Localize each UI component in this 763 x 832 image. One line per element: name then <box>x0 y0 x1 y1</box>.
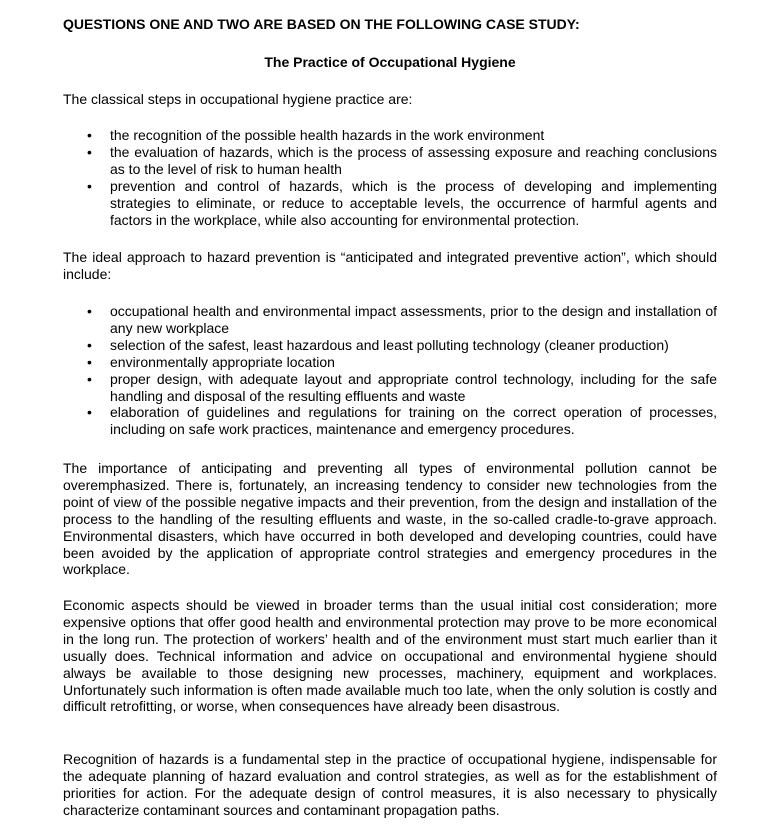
economic-paragraph: Economic aspects should be viewed in broader terms than the usual initial cost consideration; more expensive options that offer good health and environmental protection may prove to be more economical in the long run. The protection of workers’ health and of the environment must start much earlier than it usually does. Technical information and advice on occupational and environmental hygiene should always be available to those designing new processes, machinery, equipment and workplaces. Unfortunately such information is often made available much too late, when the only solution is costly and difficult retrofitting, or worse, when consequences have already been disastrous. <box>63 597 717 715</box>
list-item <box>63 337 717 354</box>
list-item <box>63 354 717 371</box>
bullet-icon: • <box>87 370 92 387</box>
list-item <box>63 144 717 178</box>
importance-paragraph: The importance of anticipating and preventing all types of environmental pollution cannot be overemphasized. There is, fortunately, an increasing tendency to consider new technologies from the point of view of the possible negative impacts and their prevention, from the design and installation of the process to the handling of the resulting effluents and waste, in the so-called cradle-to-grave approach. Environmental disasters, which have occurred in both developed and developing countries, could have been avoided by the application of appropriate control strategies and emergency procedures in the workplace. <box>63 460 717 578</box>
list-item-text: environmentally appropriate location <box>110 353 335 370</box>
ideal-approach-list <box>63 303 717 438</box>
bullet-icon: • <box>87 143 92 160</box>
bullet-icon: • <box>87 127 92 143</box>
list-item <box>63 404 717 438</box>
list-item-text: selection of the safest, least hazardous and least polluting technology (cleaner production) <box>110 336 669 353</box>
document-title: The Practice of Occupational Hygiene <box>264 54 516 70</box>
steps-list <box>63 127 717 228</box>
bullet-icon: • <box>87 353 92 370</box>
list-item-text: occupational health and environmental impact assessments, prior to the design and installation of any new workplace <box>110 303 717 336</box>
list-item-text: proper design, with adequate layout and appropriate control technology, including for the safe handling and disposal of the resulting effluents and waste <box>110 370 717 404</box>
list-item <box>63 127 717 144</box>
list-item-text: the recognition of the possible health hazards in the work environment <box>110 127 545 143</box>
steps-intro: The classical steps in occupational hygiene practice are: <box>63 91 413 107</box>
bullet-icon: • <box>87 303 92 319</box>
bullet-icon: • <box>87 404 92 421</box>
list-item-text: elaboration of guidelines and regulations for training on the correct operation of processes, including on safe work practices, maintenance and emergency procedures. <box>110 404 717 438</box>
list-item <box>63 178 717 229</box>
case-study-heading: QUESTIONS ONE AND TWO ARE BASED ON THE FOLLOWING CASE STUDY: <box>63 16 580 32</box>
bullet-icon: • <box>87 177 92 194</box>
list-item-text: the evaluation of hazards, which is the process of assessing exposure and reaching conclusions as to the level of risk to human health <box>110 143 717 177</box>
ideal-approach-intro: The ideal approach to hazard prevention is “anticipated and integrated preventive action”, which should include: <box>63 249 717 282</box>
list-item <box>63 371 717 405</box>
list-item-text: prevention and control of hazards, which is the process of developing and implementing strategies to eliminate, or reduce to acceptable levels, the occurrence of harmful agents and factors in the workplace, while also accounting for environmental protection. <box>110 177 717 228</box>
recognition-paragraph: Recognition of hazards is a fundamental step in the practice of occupational hygiene, indispensable for the adequate planning of hazard evaluation and control strategies, as well as for the establishment of priorities for action. For the adequate design of control measures, it is also necessary to physically characterize contaminant sources and contaminant propagation paths. <box>63 751 717 818</box>
bullet-icon: • <box>87 336 92 353</box>
list-item <box>63 303 717 337</box>
